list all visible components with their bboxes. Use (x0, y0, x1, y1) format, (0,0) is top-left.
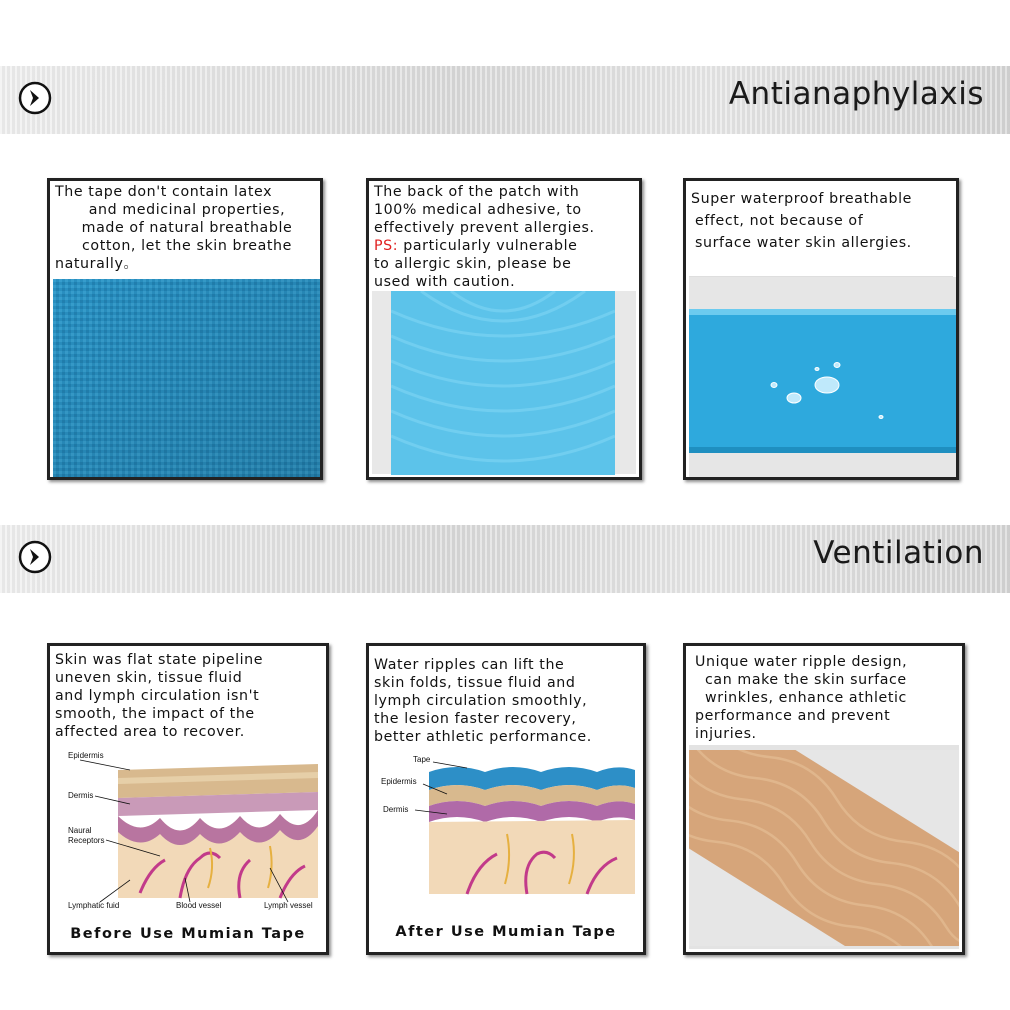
chevron-right-circle-icon (18, 540, 52, 574)
feature-card-latex-free (47, 178, 323, 480)
card-text: Unique water ripple design, can make the skin surface wrinkles, enhance athletic performance and prevent injuries. (689, 649, 963, 745)
card-text: Water ripples can lift the skin folds, tissue fluid and lymph circulation smoothly, the lesion faster recovery, better athletic performance. (374, 657, 592, 745)
label-lymph-vessel: Lymph vessel (264, 901, 313, 910)
feature-card-before-use (47, 643, 329, 955)
card-caption: After Use Mumian Tape (395, 924, 617, 940)
feature-card-medical-adhesive (366, 178, 642, 480)
label-blood-vessel: Blood vessel (176, 901, 222, 910)
feature-card-waterproof (683, 178, 959, 480)
section-banner-ventilation (0, 525, 1010, 593)
section-title: Antianaphylaxis (728, 76, 984, 112)
label-dermis: Dermis (383, 805, 409, 814)
beige-ripple-tape-image (689, 750, 959, 946)
skin-with-tape-diagram (377, 754, 639, 906)
card-text: Skin was flat state pipeline uneven skin, tissue fluid and lymph circulation isn't smooth, the impact of the affected area to recover. (55, 652, 264, 740)
blue-fabric-texture-image (53, 279, 321, 477)
label-naural: Naural (68, 826, 92, 835)
card-text: The tape don't contain latex and medicinal properties, made of natural breathable cotton, let the skin breathe naturally。 (55, 184, 293, 272)
section-banner-antianaphylaxis (0, 66, 1010, 134)
card-text: Super waterproof breathable effect, not because of surface water skin allergies. (689, 184, 959, 276)
label-dermis: Dermis (68, 791, 94, 800)
card-text: The back of the patch with 100% medical adhesive, to effectively prevent allergies. PS: particularly vulnerable to allergic skin, please be used with caution. (372, 183, 642, 291)
label-tape: Tape (413, 755, 431, 764)
chevron-right-circle-icon (18, 81, 52, 115)
waterproof-tape-with-droplets-image (689, 277, 957, 477)
label-epidermis: Epidermis (68, 751, 104, 760)
adhesive-wave-pattern-image (391, 291, 615, 475)
card-caption: Before Use Mumian Tape (70, 926, 306, 942)
feature-card-water-ripple (683, 643, 965, 955)
feature-card-after-use (366, 643, 646, 955)
label-epidermis: Epidermis (381, 777, 417, 786)
section-title: Ventilation (813, 535, 984, 571)
label-lymphatic: Lymphatic fuid (68, 901, 120, 910)
skin-cross-section-diagram (60, 748, 322, 918)
label-receptors: Receptors (68, 836, 105, 845)
